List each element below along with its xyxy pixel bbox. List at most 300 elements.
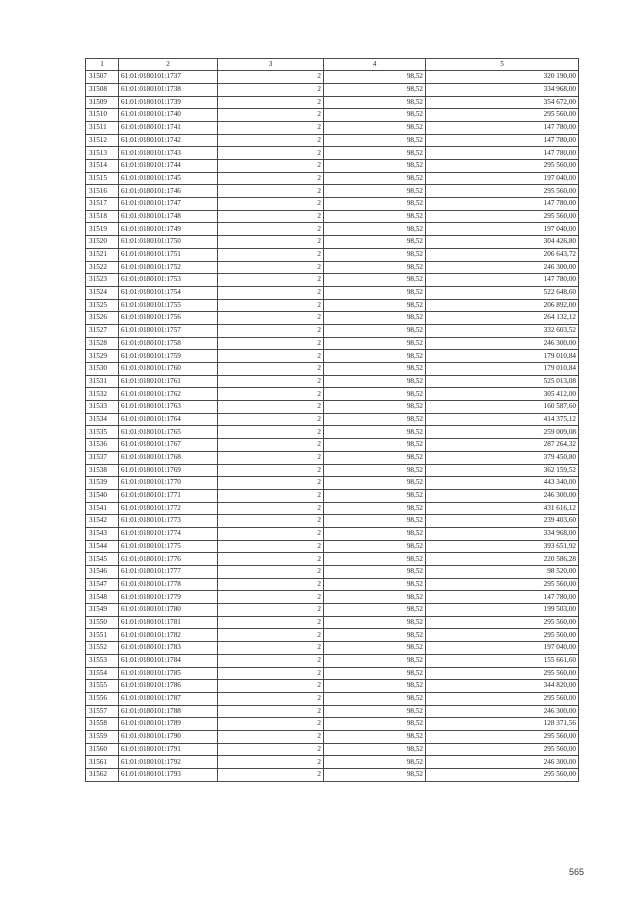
count-cell: 2 [218, 375, 324, 388]
count-cell: 2 [218, 134, 324, 147]
area-cell: 98,52 [324, 769, 426, 782]
count-cell: 2 [218, 286, 324, 299]
area-cell: 98,52 [324, 401, 426, 414]
header-cell-3: 3 [218, 59, 324, 71]
value-cell: 147 780,00 [426, 134, 579, 147]
header-cell-1: 1 [86, 59, 119, 71]
header-cell-5: 5 [426, 59, 579, 71]
row-number-cell: 31560 [86, 743, 119, 756]
cadastral-number-cell: 61:01:0180101:1757 [119, 324, 218, 337]
cadastral-number-cell: 61:01:0180101:1779 [119, 591, 218, 604]
table-row [86, 210, 579, 223]
cadastral-number-cell: 61:01:0180101:1740 [119, 109, 218, 122]
table-row [86, 553, 579, 566]
row-number-cell: 31536 [86, 439, 119, 452]
area-cell: 98,52 [324, 616, 426, 629]
row-number-cell: 31553 [86, 654, 119, 667]
count-cell: 2 [218, 198, 324, 211]
area-cell: 98,52 [324, 756, 426, 769]
row-number-cell: 31522 [86, 261, 119, 274]
area-cell: 98,52 [324, 388, 426, 401]
value-cell: 264 132,12 [426, 312, 579, 325]
area-cell: 98,52 [324, 680, 426, 693]
table-row [86, 629, 579, 642]
count-cell: 2 [218, 426, 324, 439]
count-cell: 2 [218, 223, 324, 236]
value-cell: 332 603,52 [426, 324, 579, 337]
table-row [86, 451, 579, 464]
value-cell: 295 560,00 [426, 629, 579, 642]
area-cell: 98,52 [324, 667, 426, 680]
count-cell: 2 [218, 629, 324, 642]
value-cell: 295 560,00 [426, 578, 579, 591]
row-number-cell: 31515 [86, 172, 119, 185]
count-cell: 2 [218, 172, 324, 185]
count-cell: 2 [218, 71, 324, 84]
row-number-cell: 31555 [86, 680, 119, 693]
area-cell: 98,52 [324, 337, 426, 350]
table-row [86, 591, 579, 604]
table-row [86, 71, 579, 84]
row-number-cell: 31539 [86, 477, 119, 490]
row-number-cell: 31507 [86, 71, 119, 84]
cadastral-number-cell: 61:01:0180101:1792 [119, 756, 218, 769]
row-number-cell: 31543 [86, 527, 119, 540]
cadastral-number-cell: 61:01:0180101:1771 [119, 489, 218, 502]
value-cell: 197 040,00 [426, 642, 579, 655]
count-cell: 2 [218, 350, 324, 363]
cadastral-number-cell: 61:01:0180101:1739 [119, 96, 218, 109]
value-cell: 525 013,08 [426, 375, 579, 388]
count-cell: 2 [218, 591, 324, 604]
cadastral-number-cell: 61:01:0180101:1776 [119, 553, 218, 566]
area-cell: 98,52 [324, 375, 426, 388]
area-cell: 98,52 [324, 198, 426, 211]
row-number-cell: 31526 [86, 312, 119, 325]
row-number-cell: 31557 [86, 705, 119, 718]
cadastral-number-cell: 61:01:0180101:1746 [119, 185, 218, 198]
count-cell: 2 [218, 527, 324, 540]
row-number-cell: 31541 [86, 502, 119, 515]
cadastral-number-cell: 61:01:0180101:1772 [119, 502, 218, 515]
row-number-cell: 31508 [86, 83, 119, 96]
row-number-cell: 31533 [86, 401, 119, 414]
cadastral-number-cell: 61:01:0180101:1786 [119, 680, 218, 693]
count-cell: 2 [218, 274, 324, 287]
cadastral-number-cell: 61:01:0180101:1783 [119, 642, 218, 655]
cadastral-number-cell: 61:01:0180101:1773 [119, 515, 218, 528]
cadastral-number-cell: 61:01:0180101:1743 [119, 147, 218, 160]
header-row [86, 59, 579, 71]
value-cell: 179 010,84 [426, 363, 579, 376]
cadastral-number-cell: 61:01:0180101:1749 [119, 223, 218, 236]
count-cell: 2 [218, 667, 324, 680]
table-row [86, 109, 579, 122]
value-cell: 246 300,00 [426, 705, 579, 718]
table-row [86, 337, 579, 350]
area-cell: 98,52 [324, 642, 426, 655]
value-cell: 259 009,08 [426, 426, 579, 439]
count-cell: 2 [218, 185, 324, 198]
table-body [86, 71, 579, 782]
count-cell: 2 [218, 604, 324, 617]
count-cell: 2 [218, 692, 324, 705]
count-cell: 2 [218, 477, 324, 490]
area-cell: 98,52 [324, 730, 426, 743]
table-row [86, 477, 579, 490]
cadastral-number-cell: 61:01:0180101:1774 [119, 527, 218, 540]
count-cell: 2 [218, 160, 324, 173]
table-row [86, 324, 579, 337]
value-cell: 197 040,00 [426, 172, 579, 185]
count-cell: 2 [218, 83, 324, 96]
page-number: 565 [568, 867, 584, 877]
value-cell: 246 300,00 [426, 261, 579, 274]
value-cell: 414 375,12 [426, 413, 579, 426]
row-number-cell: 31531 [86, 375, 119, 388]
cadastral-number-cell: 61:01:0180101:1764 [119, 413, 218, 426]
row-number-cell: 31537 [86, 451, 119, 464]
table-row [86, 730, 579, 743]
row-number-cell: 31546 [86, 566, 119, 579]
count-cell: 2 [218, 769, 324, 782]
area-cell: 98,52 [324, 591, 426, 604]
area-cell: 98,52 [324, 286, 426, 299]
cadastral-number-cell: 61:01:0180101:1763 [119, 401, 218, 414]
cadastral-number-cell: 61:01:0180101:1778 [119, 578, 218, 591]
value-cell: 147 780,00 [426, 274, 579, 287]
area-cell: 98,52 [324, 350, 426, 363]
row-number-cell: 31549 [86, 604, 119, 617]
table-row [86, 96, 579, 109]
count-cell: 2 [218, 388, 324, 401]
table-row [86, 185, 579, 198]
cadastral-number-cell: 61:01:0180101:1782 [119, 629, 218, 642]
area-cell: 98,52 [324, 451, 426, 464]
row-number-cell: 31511 [86, 121, 119, 134]
table-row [86, 198, 579, 211]
row-number-cell: 31523 [86, 274, 119, 287]
value-cell: 206 892,00 [426, 299, 579, 312]
cadastral-number-cell: 61:01:0180101:1760 [119, 363, 218, 376]
count-cell: 2 [218, 553, 324, 566]
table-row [86, 286, 579, 299]
count-cell: 2 [218, 109, 324, 122]
value-cell: 98 520,00 [426, 566, 579, 579]
table-row [86, 756, 579, 769]
count-cell: 2 [218, 515, 324, 528]
table-row [86, 578, 579, 591]
value-cell: 379 450,80 [426, 451, 579, 464]
area-cell: 98,52 [324, 553, 426, 566]
area-cell: 98,52 [324, 96, 426, 109]
value-cell: 295 560,00 [426, 667, 579, 680]
cadastral-number-cell: 61:01:0180101:1755 [119, 299, 218, 312]
cadastral-number-cell: 61:01:0180101:1765 [119, 426, 218, 439]
row-number-cell: 31517 [86, 198, 119, 211]
value-cell: 179 010,84 [426, 350, 579, 363]
row-number-cell: 31532 [86, 388, 119, 401]
row-number-cell: 31562 [86, 769, 119, 782]
value-cell: 354 672,00 [426, 96, 579, 109]
cadastral-number-cell: 61:01:0180101:1758 [119, 337, 218, 350]
area-cell: 98,52 [324, 274, 426, 287]
count-cell: 2 [218, 121, 324, 134]
table-row [86, 439, 579, 452]
count-cell: 2 [218, 299, 324, 312]
row-number-cell: 31524 [86, 286, 119, 299]
area-cell: 98,52 [324, 743, 426, 756]
value-cell: 344 820,00 [426, 680, 579, 693]
cadastral-number-cell: 61:01:0180101:1769 [119, 464, 218, 477]
count-cell: 2 [218, 451, 324, 464]
row-number-cell: 31556 [86, 692, 119, 705]
value-cell: 443 340,00 [426, 477, 579, 490]
cadastral-number-cell: 61:01:0180101:1748 [119, 210, 218, 223]
table-row [86, 654, 579, 667]
count-cell: 2 [218, 401, 324, 414]
row-number-cell: 31530 [86, 363, 119, 376]
value-cell: 522 648,60 [426, 286, 579, 299]
area-cell: 98,52 [324, 426, 426, 439]
cadastral-number-cell: 61:01:0180101:1780 [119, 604, 218, 617]
count-cell: 2 [218, 680, 324, 693]
table-row [86, 248, 579, 261]
row-number-cell: 31558 [86, 718, 119, 731]
table-row [86, 375, 579, 388]
count-cell: 2 [218, 756, 324, 769]
area-cell: 98,52 [324, 718, 426, 731]
value-cell: 206 643,72 [426, 248, 579, 261]
table-row [86, 464, 579, 477]
row-number-cell: 31534 [86, 413, 119, 426]
row-number-cell: 31542 [86, 515, 119, 528]
cadastral-number-cell: 61:01:0180101:1781 [119, 616, 218, 629]
area-cell: 98,52 [324, 489, 426, 502]
value-cell: 393 651,92 [426, 540, 579, 553]
cadastral-number-cell: 61:01:0180101:1747 [119, 198, 218, 211]
value-cell: 287 264,32 [426, 439, 579, 452]
area-cell: 98,52 [324, 629, 426, 642]
row-number-cell: 31509 [86, 96, 119, 109]
count-cell: 2 [218, 413, 324, 426]
cadastral-number-cell: 61:01:0180101:1756 [119, 312, 218, 325]
table-row [86, 680, 579, 693]
table-row [86, 160, 579, 173]
value-cell: 246 300,00 [426, 489, 579, 502]
area-cell: 98,52 [324, 540, 426, 553]
area-cell: 98,52 [324, 502, 426, 515]
value-cell: 199 503,00 [426, 604, 579, 617]
count-cell: 2 [218, 578, 324, 591]
cadastral-number-cell: 61:01:0180101:1750 [119, 236, 218, 249]
value-cell: 295 560,00 [426, 743, 579, 756]
value-cell: 160 587,60 [426, 401, 579, 414]
table-row [86, 769, 579, 782]
area-cell: 98,52 [324, 692, 426, 705]
value-cell: 295 560,00 [426, 109, 579, 122]
row-number-cell: 31520 [86, 236, 119, 249]
value-cell: 295 560,00 [426, 210, 579, 223]
row-number-cell: 31561 [86, 756, 119, 769]
row-number-cell: 31544 [86, 540, 119, 553]
value-cell: 246 300,00 [426, 337, 579, 350]
count-cell: 2 [218, 312, 324, 325]
row-number-cell: 31540 [86, 489, 119, 502]
value-cell: 239 403,60 [426, 515, 579, 528]
row-number-cell: 31554 [86, 667, 119, 680]
area-cell: 98,52 [324, 324, 426, 337]
count-cell: 2 [218, 96, 324, 109]
row-number-cell: 31551 [86, 629, 119, 642]
table-row [86, 413, 579, 426]
table-row [86, 604, 579, 617]
value-cell: 334 968,00 [426, 83, 579, 96]
area-cell: 98,52 [324, 299, 426, 312]
row-number-cell: 31514 [86, 160, 119, 173]
count-cell: 2 [218, 147, 324, 160]
area-cell: 98,52 [324, 160, 426, 173]
value-cell: 147 780,00 [426, 198, 579, 211]
count-cell: 2 [218, 363, 324, 376]
table-row [86, 692, 579, 705]
table-row [86, 705, 579, 718]
area-cell: 98,52 [324, 566, 426, 579]
row-number-cell: 31518 [86, 210, 119, 223]
table-row [86, 299, 579, 312]
table-row [86, 515, 579, 528]
cadastral-number-cell: 61:01:0180101:1754 [119, 286, 218, 299]
row-number-cell: 31550 [86, 616, 119, 629]
row-number-cell: 31519 [86, 223, 119, 236]
value-cell: 295 560,00 [426, 769, 579, 782]
count-cell: 2 [218, 464, 324, 477]
area-cell: 98,52 [324, 236, 426, 249]
area-cell: 98,52 [324, 83, 426, 96]
area-cell: 98,52 [324, 578, 426, 591]
table-row [86, 527, 579, 540]
table-row [86, 667, 579, 680]
count-cell: 2 [218, 248, 324, 261]
value-cell: 431 616,12 [426, 502, 579, 515]
table-row [86, 616, 579, 629]
table-row [86, 388, 579, 401]
cadastral-number-cell: 61:01:0180101:1788 [119, 705, 218, 718]
value-cell: 295 560,00 [426, 616, 579, 629]
count-cell: 2 [218, 324, 324, 337]
value-cell: 197 040,00 [426, 223, 579, 236]
cadastral-number-cell: 61:01:0180101:1789 [119, 718, 218, 731]
header-cell-2: 2 [119, 59, 218, 71]
cadastral-number-cell: 61:01:0180101:1785 [119, 667, 218, 680]
count-cell: 2 [218, 616, 324, 629]
cadastral-number-cell: 61:01:0180101:1744 [119, 160, 218, 173]
row-number-cell: 31559 [86, 730, 119, 743]
cadastral-number-cell: 61:01:0180101:1762 [119, 388, 218, 401]
count-cell: 2 [218, 502, 324, 515]
table-row [86, 566, 579, 579]
row-number-cell: 31512 [86, 134, 119, 147]
cadastral-number-cell: 61:01:0180101:1751 [119, 248, 218, 261]
count-cell: 2 [218, 654, 324, 667]
cadastral-number-cell: 61:01:0180101:1787 [119, 692, 218, 705]
row-number-cell: 31548 [86, 591, 119, 604]
count-cell: 2 [218, 540, 324, 553]
cadastral-number-cell: 61:01:0180101:1752 [119, 261, 218, 274]
cadastral-number-cell: 61:01:0180101:1741 [119, 121, 218, 134]
row-number-cell: 31552 [86, 642, 119, 655]
row-number-cell: 31547 [86, 578, 119, 591]
registry-table [85, 58, 579, 782]
row-number-cell: 31535 [86, 426, 119, 439]
row-number-cell: 31527 [86, 324, 119, 337]
row-number-cell: 31545 [86, 553, 119, 566]
area-cell: 98,52 [324, 515, 426, 528]
cadastral-number-cell: 61:01:0180101:1775 [119, 540, 218, 553]
table-row [86, 223, 579, 236]
row-number-cell: 31528 [86, 337, 119, 350]
area-cell: 98,52 [324, 121, 426, 134]
table-row [86, 718, 579, 731]
row-number-cell: 31510 [86, 109, 119, 122]
area-cell: 98,52 [324, 464, 426, 477]
value-cell: 295 560,00 [426, 185, 579, 198]
area-cell: 98,52 [324, 527, 426, 540]
table-row [86, 236, 579, 249]
area-cell: 98,52 [324, 223, 426, 236]
area-cell: 98,52 [324, 363, 426, 376]
table-row [86, 642, 579, 655]
count-cell: 2 [218, 642, 324, 655]
cadastral-number-cell: 61:01:0180101:1753 [119, 274, 218, 287]
table-row [86, 540, 579, 553]
count-cell: 2 [218, 439, 324, 452]
row-number-cell: 31538 [86, 464, 119, 477]
value-cell: 320 190,00 [426, 71, 579, 84]
value-cell: 334 968,00 [426, 527, 579, 540]
area-cell: 98,52 [324, 172, 426, 185]
count-cell: 2 [218, 261, 324, 274]
count-cell: 2 [218, 236, 324, 249]
cadastral-number-cell: 61:01:0180101:1767 [119, 439, 218, 452]
area-cell: 98,52 [324, 477, 426, 490]
table-row [86, 489, 579, 502]
value-cell: 295 560,00 [426, 160, 579, 173]
value-cell: 155 661,60 [426, 654, 579, 667]
table-header [86, 59, 579, 71]
area-cell: 98,52 [324, 248, 426, 261]
table-row [86, 121, 579, 134]
count-cell: 2 [218, 489, 324, 502]
header-cell-4: 4 [324, 59, 426, 71]
value-cell: 304 426,80 [426, 236, 579, 249]
count-cell: 2 [218, 337, 324, 350]
cadastral-number-cell: 61:01:0180101:1777 [119, 566, 218, 579]
cadastral-number-cell: 61:01:0180101:1745 [119, 172, 218, 185]
table-row [86, 401, 579, 414]
value-cell: 295 560,00 [426, 730, 579, 743]
count-cell: 2 [218, 210, 324, 223]
value-cell: 220 586,28 [426, 553, 579, 566]
count-cell: 2 [218, 718, 324, 731]
area-cell: 98,52 [324, 439, 426, 452]
cadastral-number-cell: 61:01:0180101:1784 [119, 654, 218, 667]
area-cell: 98,52 [324, 604, 426, 617]
value-cell: 246 300,00 [426, 756, 579, 769]
area-cell: 98,52 [324, 147, 426, 160]
table-row [86, 134, 579, 147]
area-cell: 98,52 [324, 261, 426, 274]
